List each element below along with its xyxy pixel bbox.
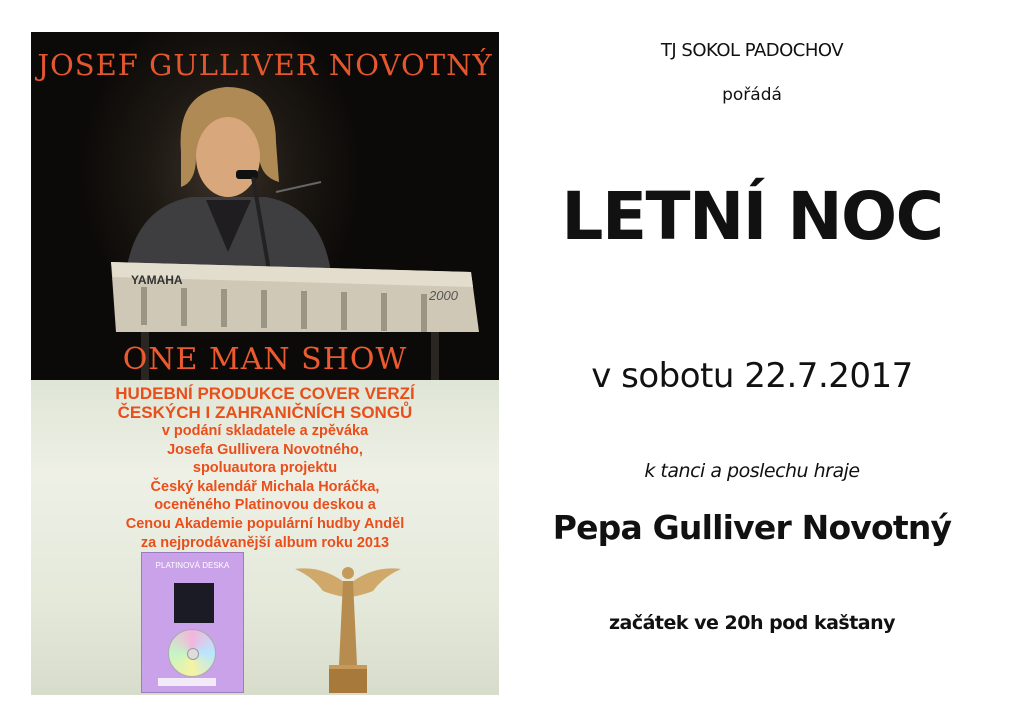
- album-title: PLATINOVÁ DESKA: [155, 561, 230, 570]
- event-presents: pořádá: [722, 85, 782, 105]
- event-date: v sobotu 22.7.2017: [591, 356, 913, 396]
- platinum-album-cover: [141, 552, 244, 693]
- description-line: Cenou Akademie populární hudby Anděl: [125, 515, 405, 532]
- concert-poster-image: [31, 32, 499, 695]
- poster-performer-name: JOSEF GULLIVER NOVOTNÝ: [37, 48, 493, 82]
- description-line: ČESKÝCH I ZAHRANIČNÍCH SONGŮ: [117, 403, 413, 422]
- keyboard-brand: YAMAHA: [131, 273, 183, 287]
- keyboard-model: 2000: [429, 288, 458, 303]
- poster-description: [31, 384, 499, 552]
- album-photo: [174, 583, 214, 623]
- event-subtitle: k tanci a poslechu hraje: [644, 460, 860, 482]
- description-line: spoluautora projektu: [192, 460, 338, 477]
- performer-photo: [31, 32, 499, 380]
- event-performer: Pepa Gulliver Novotný: [552, 508, 952, 547]
- album-label: [158, 678, 216, 686]
- event-start-info: začátek ve 20h pod kaštany: [608, 612, 896, 634]
- description-line: v podání skladatele a zpěváka: [161, 423, 369, 439]
- event-organizer: TJ SOKOL PADOCHOV: [660, 40, 844, 61]
- description-line: za nejprodávanější album roku 2013: [140, 534, 390, 551]
- event-title: LETNÍ NOC: [561, 178, 943, 255]
- description-line: Josefa Gullivera Novotného,: [167, 441, 363, 458]
- description-line: Český kalendář Michala Horáčka,: [150, 478, 380, 495]
- cd-disc-icon: [168, 629, 216, 677]
- description-line: HUDEBNÍ PRODUKCE COVER VERZÍ: [115, 384, 415, 403]
- angel-award-statue-icon: [293, 555, 403, 695]
- poster-show-title: ONE MAN SHOW: [122, 342, 408, 377]
- description-line: oceněného Platinovou deskou a: [154, 497, 376, 514]
